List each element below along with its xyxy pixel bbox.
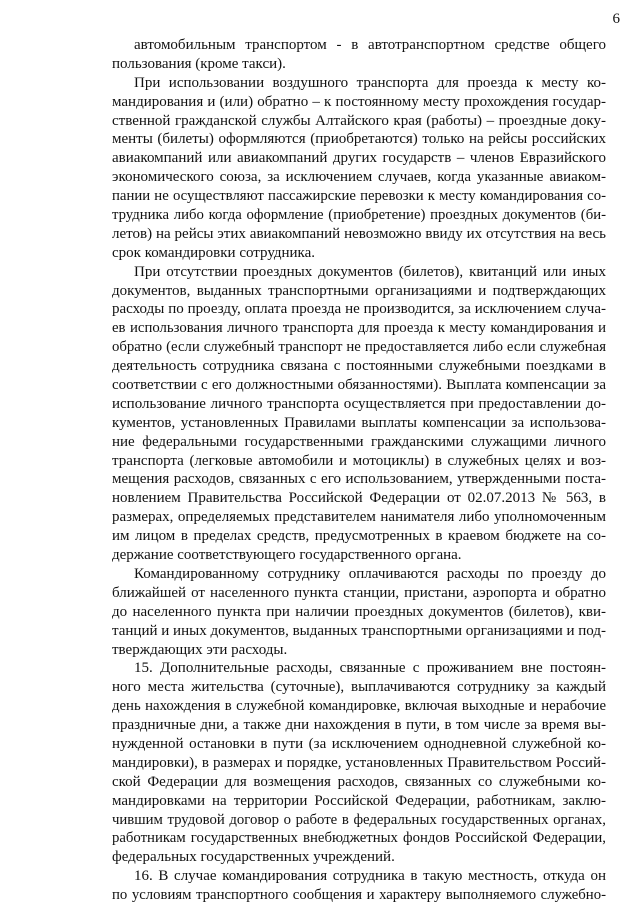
text-line: При использовании воздушного транспорта для проезда к месту ко-	[134, 74, 606, 91]
text-line: использование личного транспорта осуществляется при предоставлении до-	[112, 395, 606, 412]
text-line: ближайшей от населенного пункта станции, пристани, аэропорта и обратно	[112, 584, 606, 601]
text-line: ние федеральными государственными гражданскими служащими личного	[112, 433, 606, 450]
text-line: менты (билеты) оформляются (приобретаются) только на рейсы российских	[112, 131, 606, 148]
text-line: Командированному сотруднику оплачиваются расходы по проезду до	[134, 565, 606, 582]
text-line: до населенного пункта при наличии проездных документов (билетов), кви-	[112, 603, 606, 620]
text-line: им лицом в пределах средств, предусмотренных в краевом бюджете на со-	[112, 528, 606, 545]
text-line: обратно (если служебный транспорт не предоставляется либо если служебная	[112, 339, 606, 356]
text-line: ской Федерации для возмещения расходов, связанных со служебными ко-	[112, 773, 606, 790]
text-line: 16. В случае командирования сотрудника в такую местность, откуда он	[134, 868, 606, 885]
text-line: автомобильным транспортом - в автотранспортном средстве общего	[134, 37, 606, 53]
text-line: соответствии с его должностными обязанностями). Выплата компенсации за	[112, 377, 606, 394]
text-line: деятельность сотрудника связана с постоянными служебными поездками в	[112, 358, 606, 375]
text-line: летов) на рейсы этих авиакомпаний невозможно ввиду их отсутствия на весь	[112, 225, 606, 242]
text-line: танций и иных документов, выданных транспортными организациями и под-	[112, 622, 606, 639]
document-body	[112, 36, 606, 905]
text-line: пользования (кроме такси).	[112, 55, 286, 72]
text-line: нужденной остановки в пути (за исключением однодневной служебной ко-	[112, 735, 606, 752]
text-line: экономического союза, за исключением случаев, когда указанные авиаком-	[112, 169, 606, 186]
text-line: трудника либо когда оформление (приобретение) проездных документов (би-	[112, 207, 606, 224]
text-line: праздничные дни, а также дни нахождения в пути, в том числе за время вы-	[112, 717, 606, 734]
text-line: расходы по проезду, оплата проезда не производится, за исключением случа-	[112, 301, 606, 318]
page-number: 6	[612, 11, 620, 27]
text-line: мещения расходов, связанных с его использованием, утвержденными поста-	[112, 471, 606, 488]
text-line: ственной гражданской службы Алтайского края (работы) – проездные доку-	[112, 112, 606, 129]
text-line: мандировки), в размерах и порядке, установленных Правительством Россий-	[112, 754, 606, 771]
text-line: держание соответствующего государственного органа.	[112, 547, 462, 564]
text-line: по условиям транспортного сообщения и характеру выполняемого служебно-	[112, 887, 606, 904]
text-line: кументов, установленных Правилами выплаты компенсации за использова-	[112, 414, 606, 431]
text-line: мандировками на территории Российской Федерации, работникам, заклю-	[112, 792, 606, 809]
text-line: федеральных государственных учреждений.	[112, 849, 395, 866]
text-line: При отсутствии проездных документов (билетов), квитанций или иных	[134, 263, 606, 280]
text-line: чившим трудовой договор о работе в федеральных государственных органах,	[112, 811, 606, 828]
text-line: размерах, определяемых представителем нанимателя либо уполномоченным	[112, 509, 606, 526]
text-line: ного места жительства (суточные), выплачиваются сотруднику за каждый	[112, 679, 606, 696]
text-line: новлением Правительства Российской Федерации от 02.07.2013 № 563, в	[112, 490, 606, 507]
text-line: 15. Дополнительные расходы, связанные с проживанием вне постоян-	[134, 660, 606, 677]
text-line: ев использования личного транспорта для проезда к месту командирования и	[112, 320, 606, 337]
text-line: документов, выданных транспортными организациями и подтверждающих	[112, 282, 606, 299]
text-line: транспорта (легковые автомобили и мотоциклы) в служебных целях и воз-	[112, 452, 606, 469]
text-line: тверждающих эти расходы.	[112, 641, 288, 658]
text-line: день нахождения в служебной командировке, включая выходные и нерабочие	[112, 698, 606, 715]
text-line: срок командировки сотрудника.	[112, 244, 316, 261]
text-line: мандирования и (или) обратно – к постоянному месту прохождения государ-	[112, 93, 606, 110]
text-line: пании не осуществляют пассажирские перевозки к месту командирования со-	[112, 188, 606, 205]
text-line: авиакомпаний или авиакомпаний других государств – членов Евразийского	[112, 150, 606, 167]
text-line: работникам государственных внебюджетных фондов Российской Федерации,	[112, 830, 606, 847]
